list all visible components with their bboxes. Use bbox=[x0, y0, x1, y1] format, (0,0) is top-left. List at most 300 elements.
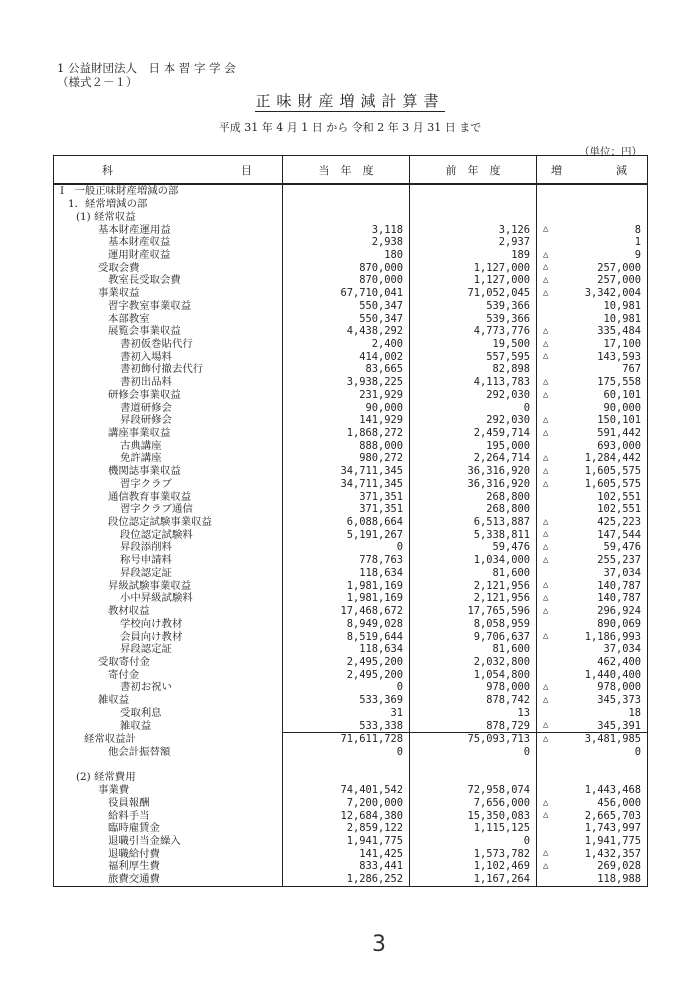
change-value-cell bbox=[537, 847, 648, 860]
current-year-value: 118,634 bbox=[283, 643, 410, 656]
change-column-header bbox=[537, 156, 648, 185]
account-label: 教材収益 bbox=[54, 605, 283, 618]
change-value-cell bbox=[537, 567, 648, 580]
current-year-value: 34,711,345 bbox=[283, 465, 410, 478]
table-row bbox=[54, 835, 648, 848]
account-label: 雑収益 bbox=[54, 694, 283, 707]
current-year-value: 231,929 bbox=[283, 389, 410, 402]
change-value: 3,481,985 bbox=[584, 733, 641, 746]
previous-year-value: 539,366 bbox=[410, 299, 537, 312]
current-year-value: 34,711,345 bbox=[283, 478, 410, 491]
account-label: 昇級試験事業収益 bbox=[54, 579, 283, 592]
account-label: 書初入場料 bbox=[54, 350, 283, 363]
previous-year-value: 2,121,956 bbox=[410, 592, 537, 605]
change-value: 143,593 bbox=[597, 350, 641, 363]
change-value-cell bbox=[537, 554, 648, 567]
account-label: 受取会費 bbox=[54, 261, 283, 274]
table-row bbox=[54, 758, 648, 771]
change-value-cell bbox=[537, 249, 648, 262]
change-value-cell bbox=[537, 516, 648, 529]
change-value: 2,665,703 bbox=[584, 809, 641, 822]
decrease-mark: △ bbox=[543, 861, 549, 872]
previous-year-value: 878,742 bbox=[410, 694, 537, 707]
change-value-cell bbox=[537, 350, 648, 363]
table-row bbox=[54, 184, 648, 198]
current-year-value: 1,286,252 bbox=[283, 873, 410, 886]
table-row bbox=[54, 668, 648, 681]
current-year-value: 0 bbox=[283, 681, 410, 694]
table-row bbox=[54, 797, 648, 810]
change-value-cell bbox=[537, 668, 648, 681]
account-label: 古典講座 bbox=[54, 439, 283, 452]
decrease-mark: △ bbox=[543, 797, 549, 808]
change-value-cell bbox=[537, 592, 648, 605]
previous-year-value: 1,127,000 bbox=[410, 274, 537, 287]
subject-header-part-a: 科 bbox=[102, 163, 113, 177]
decrease-mark: △ bbox=[543, 224, 549, 235]
previous-year-value: 36,316,920 bbox=[410, 478, 537, 491]
previous-year-value: 59,476 bbox=[410, 541, 537, 554]
current-year-value: 31 bbox=[283, 706, 410, 719]
change-value: 978,000 bbox=[597, 681, 641, 694]
statement-table bbox=[53, 155, 648, 887]
table-row bbox=[54, 630, 648, 643]
change-value: 17,100 bbox=[603, 337, 641, 350]
current-year-value bbox=[283, 210, 410, 223]
page-number: 3 bbox=[372, 932, 386, 957]
table-row bbox=[54, 719, 648, 732]
account-label: 受取利息 bbox=[54, 706, 283, 719]
account-label: 書初出品料 bbox=[54, 376, 283, 389]
change-value: 693,000 bbox=[597, 439, 641, 452]
change-value-cell bbox=[537, 261, 648, 274]
change-value: 102,551 bbox=[597, 503, 641, 516]
account-label: 経常収益計 bbox=[54, 732, 283, 745]
previous-year-value: 1,115,125 bbox=[410, 822, 537, 835]
table-row bbox=[54, 261, 648, 274]
account-label: 寄付金 bbox=[54, 668, 283, 681]
current-year-value: 2,400 bbox=[283, 338, 410, 351]
table-row bbox=[54, 516, 648, 529]
current-year-value: 533,369 bbox=[283, 694, 410, 707]
organization-line: 1 公益財団法人 日 本 習 字 学 会 bbox=[57, 61, 236, 75]
account-label: 昇段研修会 bbox=[54, 414, 283, 427]
account-label: 本部教室 bbox=[54, 312, 283, 325]
account-label: 研修会事業収益 bbox=[54, 389, 283, 402]
change-value-cell bbox=[537, 401, 648, 414]
previous-year-value: 7,656,000 bbox=[410, 797, 537, 810]
account-label: 給料手当 bbox=[54, 809, 283, 822]
account-label: 基本財産収益 bbox=[54, 236, 283, 249]
change-value-cell bbox=[537, 274, 648, 287]
change-value: 1,743,997 bbox=[584, 822, 641, 835]
change-value-cell bbox=[537, 439, 648, 452]
change-value-cell bbox=[537, 223, 648, 236]
account-label: (2) 経常費用 bbox=[54, 771, 283, 784]
table-row bbox=[54, 299, 648, 312]
previous-year-value: 75,093,713 bbox=[410, 732, 537, 745]
change-value: 345,373 bbox=[597, 694, 641, 707]
change-value: 257,000 bbox=[597, 261, 641, 274]
previous-year-value: 2,459,714 bbox=[410, 427, 537, 440]
change-value-cell bbox=[537, 287, 648, 300]
decrease-mark: △ bbox=[543, 810, 549, 821]
current-year-value: 550,347 bbox=[283, 312, 410, 325]
document-title bbox=[0, 90, 700, 111]
previous-year-value: 19,500 bbox=[410, 338, 537, 351]
previous-year-value: 1,054,800 bbox=[410, 668, 537, 681]
change-value-cell bbox=[537, 681, 648, 694]
current-year-value: 71,611,728 bbox=[283, 732, 410, 745]
decrease-mark: △ bbox=[543, 631, 549, 642]
change-value: 345,391 bbox=[597, 719, 641, 732]
change-value: 140,787 bbox=[597, 592, 641, 605]
current-year-value bbox=[283, 771, 410, 784]
current-year-value: 90,000 bbox=[283, 401, 410, 414]
change-value-cell bbox=[537, 427, 648, 440]
change-value-cell bbox=[537, 236, 648, 249]
current-year-value: 533,338 bbox=[283, 719, 410, 732]
account-label: 習字クラブ通信 bbox=[54, 503, 283, 516]
change-value: 1,941,775 bbox=[584, 835, 641, 848]
account-label: 書初お祝い bbox=[54, 681, 283, 694]
table-row bbox=[54, 784, 648, 797]
previous-year-value: 71,052,045 bbox=[410, 287, 537, 300]
previous-year-value: 195,000 bbox=[410, 439, 537, 452]
table-row bbox=[54, 746, 648, 759]
account-label: 会員向け教材 bbox=[54, 630, 283, 643]
current-year-value: 371,351 bbox=[283, 503, 410, 516]
previous-year-value: 2,032,800 bbox=[410, 656, 537, 669]
table-row bbox=[54, 325, 648, 338]
change-value-cell bbox=[537, 579, 648, 592]
change-value: 59,476 bbox=[603, 541, 641, 554]
current-year-value: 67,710,041 bbox=[283, 287, 410, 300]
decrease-mark: △ bbox=[543, 682, 549, 693]
current-year-value: 8,519,644 bbox=[283, 630, 410, 643]
change-value-cell bbox=[537, 503, 648, 516]
previous-year-value: 8,058,959 bbox=[410, 617, 537, 630]
table-row bbox=[54, 389, 648, 402]
table-row bbox=[54, 706, 648, 719]
previous-year-value: 2,121,956 bbox=[410, 579, 537, 592]
decrease-mark: △ bbox=[543, 605, 549, 616]
account-label: 昇段添削料 bbox=[54, 541, 283, 554]
change-value-cell bbox=[537, 719, 648, 732]
previous-year-value: 1,127,000 bbox=[410, 261, 537, 274]
table-row bbox=[54, 771, 648, 784]
current-year-value: 0 bbox=[283, 541, 410, 554]
change-value-cell bbox=[537, 822, 648, 835]
table-row bbox=[54, 210, 648, 223]
previous-year-value: 557,595 bbox=[410, 350, 537, 363]
decrease-mark: △ bbox=[543, 516, 549, 527]
decrease-mark: △ bbox=[543, 720, 549, 731]
table-row bbox=[54, 249, 648, 262]
table-row bbox=[54, 427, 648, 440]
current-year-value: 118,634 bbox=[283, 567, 410, 580]
previous-year-value: 81,600 bbox=[410, 643, 537, 656]
change-value: 1,605,575 bbox=[584, 465, 641, 478]
change-value-cell bbox=[537, 656, 648, 669]
change-value: 0 bbox=[634, 745, 641, 758]
table-row bbox=[54, 439, 648, 452]
previous-year-value: 82,898 bbox=[410, 363, 537, 376]
current-year-value: 1,868,272 bbox=[283, 427, 410, 440]
change-value-cell bbox=[537, 198, 648, 211]
change-value-cell bbox=[537, 860, 648, 873]
current-year-value bbox=[283, 758, 410, 771]
decrease-mark: △ bbox=[543, 733, 549, 744]
table-row bbox=[54, 579, 648, 592]
current-year-value: 4,438,292 bbox=[283, 325, 410, 338]
change-value: 1,432,357 bbox=[584, 847, 641, 860]
previous-year-value: 1,167,264 bbox=[410, 873, 537, 886]
change-value: 1,443,468 bbox=[584, 784, 641, 797]
change-value-cell bbox=[537, 338, 648, 351]
current-year-value: 2,495,200 bbox=[283, 668, 410, 681]
decrease-mark: △ bbox=[543, 414, 549, 425]
table-row bbox=[54, 809, 648, 822]
table-row bbox=[54, 592, 648, 605]
table-row bbox=[54, 312, 648, 325]
previous-year-value: 539,366 bbox=[410, 312, 537, 325]
change-value-cell bbox=[537, 835, 648, 848]
previous-year-value: 0 bbox=[410, 835, 537, 848]
table-row bbox=[54, 376, 648, 389]
table-header-row bbox=[54, 156, 648, 185]
change-header-part-b: 減 bbox=[616, 163, 627, 177]
account-label: 学校向け教材 bbox=[54, 617, 283, 630]
current-year-value: 83,665 bbox=[283, 363, 410, 376]
decrease-mark: △ bbox=[543, 376, 549, 387]
decrease-mark: △ bbox=[543, 694, 549, 705]
account-label bbox=[54, 758, 283, 771]
change-value-cell bbox=[537, 784, 648, 797]
table-row bbox=[54, 490, 648, 503]
current-year-value: 74,401,542 bbox=[283, 784, 410, 797]
change-value-cell bbox=[537, 694, 648, 707]
change-value-cell bbox=[537, 478, 648, 491]
account-label: 昇段認定証 bbox=[54, 643, 283, 656]
previous-year-value: 978,000 bbox=[410, 681, 537, 694]
subject-column-header bbox=[54, 156, 283, 185]
decrease-mark: △ bbox=[543, 593, 549, 603]
current-year-value: 1,941,775 bbox=[283, 835, 410, 848]
previous-year-value: 292,030 bbox=[410, 414, 537, 427]
change-header-part-a: 増 bbox=[551, 163, 562, 177]
current-year-value: 8,949,028 bbox=[283, 617, 410, 630]
previous-year-value: 0 bbox=[410, 746, 537, 759]
change-value: 1 bbox=[634, 236, 641, 249]
change-value-cell bbox=[537, 873, 648, 886]
change-value: 257,000 bbox=[597, 274, 641, 287]
table-row bbox=[54, 567, 648, 580]
account-label: 称号申請料 bbox=[54, 554, 283, 567]
change-value: 1,186,993 bbox=[584, 630, 641, 643]
form-number: （様式２－１） bbox=[57, 75, 138, 89]
change-value: 90,000 bbox=[603, 401, 641, 414]
change-value-cell bbox=[537, 541, 648, 554]
decrease-mark: △ bbox=[543, 338, 549, 349]
table-row bbox=[54, 822, 648, 835]
current-year-value: 2,938 bbox=[283, 236, 410, 249]
previous-year-value: 1,102,469 bbox=[410, 860, 537, 873]
account-label: 基本財産運用益 bbox=[54, 223, 283, 236]
previous-year-value: 878,729 bbox=[410, 719, 537, 732]
table-row bbox=[54, 350, 648, 363]
change-value-cell bbox=[537, 376, 648, 389]
change-value: 102,551 bbox=[597, 490, 641, 503]
change-value-cell bbox=[537, 758, 648, 771]
decrease-mark: △ bbox=[543, 478, 549, 489]
previous-year-value: 268,800 bbox=[410, 503, 537, 516]
change-value-cell bbox=[537, 706, 648, 719]
current-year-value: 141,929 bbox=[283, 414, 410, 427]
current-year-value: 2,495,200 bbox=[283, 656, 410, 669]
current-year-value: 371,351 bbox=[283, 490, 410, 503]
table-row bbox=[54, 873, 648, 886]
decrease-mark: △ bbox=[543, 848, 549, 859]
decrease-mark: △ bbox=[543, 580, 549, 591]
table-row bbox=[54, 452, 648, 465]
change-value-cell bbox=[537, 746, 648, 759]
decrease-mark: △ bbox=[543, 554, 549, 565]
decrease-mark: △ bbox=[543, 249, 549, 260]
current-year-value bbox=[283, 198, 410, 211]
document-title-text: 正味財産増減計算書 bbox=[255, 92, 445, 110]
change-value-cell bbox=[537, 325, 648, 338]
change-value: 10,981 bbox=[603, 312, 641, 325]
account-label: 講座事業収益 bbox=[54, 427, 283, 440]
change-value-cell bbox=[537, 389, 648, 402]
current-year-value: 2,859,122 bbox=[283, 822, 410, 835]
current-year-value: 550,347 bbox=[283, 299, 410, 312]
account-label: 昇段認定証 bbox=[54, 567, 283, 580]
change-value: 8 bbox=[634, 223, 641, 236]
current-year-value: 3,118 bbox=[283, 223, 410, 236]
previous-year-value: 4,113,783 bbox=[410, 376, 537, 389]
previous-year-value bbox=[410, 771, 537, 784]
table-row bbox=[54, 617, 648, 630]
account-label: 役員報酬 bbox=[54, 797, 283, 810]
current-year-value: 1,981,169 bbox=[283, 592, 410, 605]
current-year-value: 7,200,000 bbox=[283, 797, 410, 810]
change-value: 462,400 bbox=[597, 655, 641, 668]
account-label: (1) 経常収益 bbox=[54, 210, 283, 223]
previous-year-value: 72,958,074 bbox=[410, 784, 537, 797]
change-value: 890,069 bbox=[597, 617, 641, 630]
current-year-value: 141,425 bbox=[283, 847, 410, 860]
previous-year-value: 3,126 bbox=[410, 223, 537, 236]
account-label: 書道研修会 bbox=[54, 401, 283, 414]
account-label: 退職引当金繰入 bbox=[54, 835, 283, 848]
table-row bbox=[54, 681, 648, 694]
account-label: 他会計振替額 bbox=[54, 746, 283, 759]
previous-year-value bbox=[410, 210, 537, 223]
previous-year-value bbox=[410, 198, 537, 211]
decrease-mark: △ bbox=[543, 275, 549, 286]
account-label: 臨時雇賃金 bbox=[54, 822, 283, 835]
previous-year-value: 9,706,637 bbox=[410, 630, 537, 643]
change-value: 150,101 bbox=[597, 414, 641, 427]
table-row bbox=[54, 643, 648, 656]
change-value-cell bbox=[537, 210, 648, 223]
account-label: 運用財産収益 bbox=[54, 249, 283, 262]
account-label: 書初仮巻貼代行 bbox=[54, 338, 283, 351]
account-label: 免許講座 bbox=[54, 452, 283, 465]
current-year-column-header: 当 年 度 bbox=[283, 156, 410, 185]
account-label: 旅費交通費 bbox=[54, 873, 283, 886]
account-label: 段位認定試験事業収益 bbox=[54, 516, 283, 529]
change-value-cell bbox=[537, 809, 648, 822]
table-row bbox=[54, 605, 648, 618]
change-value: 140,787 bbox=[597, 579, 641, 592]
account-label: 小中昇級試験料 bbox=[54, 592, 283, 605]
current-year-value: 980,272 bbox=[283, 452, 410, 465]
current-year-value: 12,684,380 bbox=[283, 809, 410, 822]
table-row bbox=[54, 236, 648, 249]
previous-year-value: 0 bbox=[410, 401, 537, 414]
table-row bbox=[54, 287, 648, 300]
table-row bbox=[54, 694, 648, 707]
change-value: 1,284,442 bbox=[584, 452, 641, 465]
change-value: 591,442 bbox=[597, 427, 641, 440]
current-year-value: 0 bbox=[283, 746, 410, 759]
change-value: 767 bbox=[622, 363, 641, 376]
change-value-cell bbox=[537, 490, 648, 503]
current-year-value: 414,002 bbox=[283, 350, 410, 363]
table-body bbox=[54, 184, 648, 886]
account-label: 機関誌事業収益 bbox=[54, 465, 283, 478]
change-value: 255,237 bbox=[597, 554, 641, 567]
account-label: 習字教室事業収益 bbox=[54, 299, 283, 312]
previous-year-value: 15,350,083 bbox=[410, 809, 537, 822]
table-row bbox=[54, 338, 648, 351]
account-label: 雑収益 bbox=[54, 719, 283, 732]
previous-year-column-header: 前 年 度 bbox=[410, 156, 537, 185]
table-row bbox=[54, 541, 648, 554]
current-year-value: 17,468,672 bbox=[283, 605, 410, 618]
unit-label: （単位：円） bbox=[579, 146, 642, 158]
previous-year-value: 4,773,776 bbox=[410, 325, 537, 338]
table-row bbox=[54, 274, 648, 287]
previous-year-value: 189 bbox=[410, 249, 537, 262]
table-row bbox=[54, 401, 648, 414]
change-value-cell bbox=[537, 363, 648, 376]
previous-year-value: 17,765,596 bbox=[410, 605, 537, 618]
change-value: 1,440,400 bbox=[584, 668, 641, 681]
change-value-cell bbox=[537, 771, 648, 784]
change-value: 10,981 bbox=[603, 299, 641, 312]
decrease-mark: △ bbox=[543, 465, 549, 476]
change-value: 269,028 bbox=[597, 860, 641, 873]
current-year-value: 778,763 bbox=[283, 554, 410, 567]
change-value: 3,342,004 bbox=[584, 287, 641, 300]
change-value: 118,988 bbox=[597, 873, 641, 886]
previous-year-value: 13 bbox=[410, 706, 537, 719]
current-year-value bbox=[283, 184, 410, 198]
change-value-cell bbox=[537, 732, 648, 745]
previous-year-value: 2,937 bbox=[410, 236, 537, 249]
decrease-mark: △ bbox=[543, 453, 549, 464]
change-value-cell bbox=[537, 452, 648, 465]
change-value-cell bbox=[537, 414, 648, 427]
table-row bbox=[54, 465, 648, 478]
previous-year-value: 1,034,000 bbox=[410, 554, 537, 567]
current-year-value: 5,191,267 bbox=[283, 528, 410, 541]
account-label: 段位認定試験料 bbox=[54, 528, 283, 541]
